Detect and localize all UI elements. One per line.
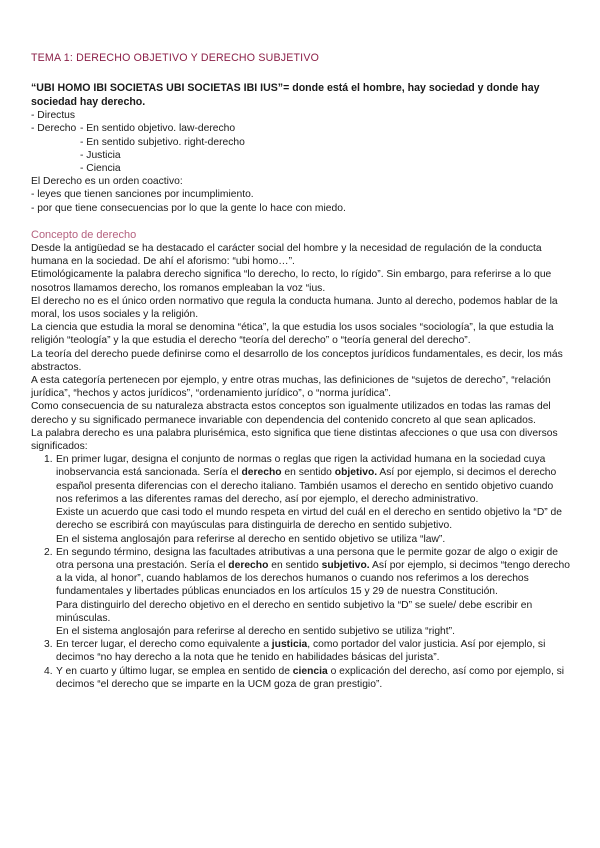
list-item-derecho	[31, 122, 570, 135]
list-item-leyes: - leyes que tienen sanciones por incumplimiento.	[31, 189, 254, 201]
list-number: 4.	[44, 665, 53, 677]
paragraph-2: Etimológicamente la palabra derecho significa “lo derecho, lo recto, lo rígido”. Sin embargo, para referirse a lo que nosotros llamamos derecho, los romanos empleaban la voz “ius.	[31, 269, 552, 294]
list-number: 2.	[44, 546, 53, 558]
meaning-item-1	[31, 453, 570, 545]
paragraph-6: A esta categoría pertenecen por ejemplo, y entre otras muchas, las definiciones de “sujetos de derecho”, “relación jurídica”, “hechos y actos jurídicos”, “ordenamiento jurídico”, o “norma jurídica”.	[31, 375, 551, 400]
meaning-text: En tercer lugar, el derecho como equivalente a justicia, como portador del valor justicia. Así por ejemplo, si decimos “no hay derecho a la nota que he tenido en habilidades básicas del jurista”.	[56, 639, 546, 664]
list-number: 3.	[44, 639, 53, 651]
meaning-note: En el sistema anglosajón para referirse al derecho en sentido subjetivo se utiliza “right”.	[56, 625, 455, 637]
paragraph-3: El derecho no es el único orden normativo que regula la conducta humana. Junto al derecho, podemos hablar de la moral, los usos sociales y la religión.	[31, 295, 558, 321]
paragraph-1: Desde la antigüedad se ha destacado el carácter social del hombre y la necesidad de regulación de la conducta humana en la sociedad. De ahí el aforismo: “ubi homo…”.	[31, 243, 542, 268]
list-item-consecuencias: - por que tiene consecuencias por lo que la gente lo hace con miedo.	[31, 202, 346, 214]
orden-coactivo-text: El Derecho es un orden coactivo:	[31, 176, 183, 188]
meaning-item-2	[31, 546, 570, 638]
section-heading: Concepto de derecho	[31, 228, 137, 241]
meaning-text: Y en cuarto y último lugar, se emplea en sentido de ciencia o explicación del derecho, así como por ejemplo, si decimos “el derecho que se imparte en la UCM goza de gran prestigio”.	[56, 665, 565, 690]
list-item-directus: - Directus	[31, 110, 76, 122]
meaning-item-4	[31, 665, 570, 691]
paragraph-5: La teoría del derecho puede definirse como el desarrollo de los conceptos jurídicos fundamentales, es decir, los más abstractos.	[31, 348, 563, 373]
meaning-text: En segundo término, designa las facultades atributivas a una persona que le permite gozar de algo o exigir de otra persona una prestación. Sería el derecho en sentido subjetivo. Así por ejemplo, si decimos “tengo derecho a la vida, al honor”, cuando hablamos de los derechos humanos o cuando nos referimos a los derechos fundamentales y libertades públicas enunciados en los artículos 15 y 29 de nuestra Constitución.	[56, 546, 570, 598]
derecho-sub-objetivo: - En sentido objetivo. law-derecho	[80, 123, 236, 135]
paragraph-4: La ciencia que estudia la moral se denomina “ética”, la que estudia los usos sociales “sociología”, la que estudia la religión “teología” y la que estudia el derecho “teoría del derecho” o “teoría general del derecho”.	[31, 322, 554, 347]
paragraph-7: Como consecuencia de su naturaleza abstracta estos conceptos son igualmente utilizados en todas las ramas del derecho y su significado permanece invariable con dependencia del contenido concreto al que sean aplicados.	[31, 401, 551, 426]
derecho-sub-justicia: - Justicia	[80, 149, 121, 161]
document-title: TEMA 1: DERECHO OBJETIVO Y DERECHO SUBJETIVO	[31, 52, 320, 64]
meaning-note: Para distinguirlo del derecho objetivo en el derecho en sentido subjetivo la “D” se suele/ debe escribir en minúsculas.	[56, 599, 533, 624]
meaning-text: En primer lugar, designa el conjunto de normas o reglas que rigen la actividad humana en la sociedad cuya inobservancia está sancionada. Sería el derecho en sentido objetivo. Así por ejemplo, si decimos el derecho español presenta diferencias con el derecho italiano. También usamos el derecho en sentido objetivo cuando nos referimos a las diferentes ramas del derecho, así por ejemplo, el derecho administrativo.	[56, 454, 557, 505]
derecho-sub-subjetivo: - En sentido subjetivo. right-derecho	[80, 136, 245, 148]
derecho-sub-ciencia: - Ciencia	[80, 163, 121, 175]
meanings-list	[31, 453, 570, 691]
list-number: 1.	[44, 454, 53, 466]
meaning-item-3	[31, 638, 570, 664]
paragraph-8: La palabra derecho es una palabra plurisémica, esto significa que tiene distintas afecciones o que usa con diversos significados:	[31, 427, 558, 453]
meaning-note: Existe un acuerdo que casi todo el mundo respeta en virtud del cuál en el derecho en sentido objetivo la “D” de derecho se escribirá con mayúsculas para distinguirla de derecho en sentido subjetivo.	[56, 507, 563, 532]
derecho-lead: - Derecho	[31, 123, 77, 135]
meaning-note: En el sistema anglosajón para referirse al derecho en sentido objetivo se utiliza “law”.	[56, 533, 446, 545]
latin-quote: “UBI HOMO IBI SOCIETAS UBI SOCIETAS IBI IUS”= donde está el hombre, hay sociedad y donde hay sociedad hay derecho.	[31, 82, 540, 109]
